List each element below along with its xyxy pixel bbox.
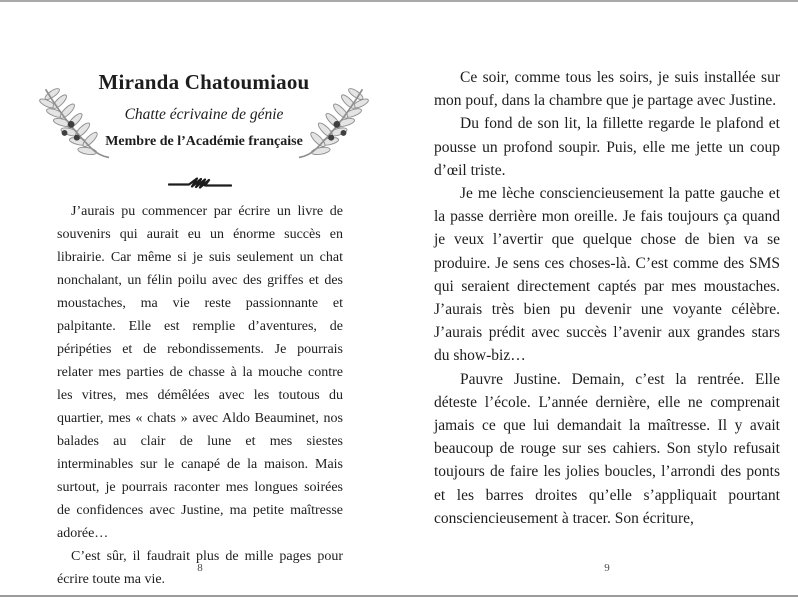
paragraph: Du fond de son lit, la fillette regarde le plafond et pousse un profond soupir. Puis, elle me jette un coup d’œil triste.: [434, 115, 780, 179]
paragraph: J’aurais pu commencer par écrire un livre de souvenirs qui aurait eu un énorme succès en librairie. Car même si je suis seulement un chat nonchalant, un félin poilu avec des griffes et des moustaches, ma vie reste passionnante et palpitante. Elle est remplie d’aventures, de péripéties et de rebondissements. Je pourrais relater mes parties de chasse à la mouche contre les vitres, mes démêlées avec les toutous du quartier, mes « chats » avec Aldo Beauminet, nos balades au clair de lune et mes siestes interminables sur le canapé de la maison. Mais surtout, je pourrais raconter mes longues soirées de confidences avec Justine, ma petite maîtresse adorée…: [57, 204, 343, 541]
chapter-header: [36, 70, 372, 150]
left-page-text: [57, 200, 343, 591]
olive-branch-right-icon: [298, 86, 370, 176]
author-affiliation: Membre de l’Académie française: [105, 134, 303, 149]
author-name: Miranda Chatoumiaou: [98, 70, 310, 94]
paragraph: Ce soir, comme tous les soirs, je suis installée sur mon pouf, dans la chambre que je partage avec Justine.: [434, 69, 780, 110]
author-subtitle: Chatte écrivaine de génie: [124, 106, 284, 123]
right-page-text: [434, 66, 780, 530]
page-number-left: 8: [197, 562, 203, 574]
olive-branch-left-icon: [38, 86, 110, 176]
page-number-right: 9: [604, 562, 610, 574]
paragraph: C’est sûr, il faudrait plus de mille pages pour écrire toute ma vie.: [57, 549, 343, 587]
squiggle-divider-icon: [57, 172, 343, 194]
paragraph: Pauvre Justine. Demain, c’est la rentrée. Elle déteste l’école. L’année dernière, elle ne comprenait jamais ce que lui demandait la maîtresse. Il y avait beaucoup de rouge sur ses cahiers. Son stylo refusait toujours de faire les jolies boucles, l’arrondi des ponts et les barres droites qu’elle s’appliquait pourtant consciencieusement à tracer. Son écriture,: [434, 370, 780, 527]
bottom-rule: [0, 595, 798, 597]
paragraph: Je me lèche consciencieusement la patte gauche et la passe derrière mon oreille. Je fais toujours ça quand je veux l’avertir que quelque chose de bien va se produire. Je sens ces choses-là. C’est comme des SMS qui seraient directement captés par mes moustaches. J’aurais très bien pu devenir une voyante célèbre. J’aurais prédit avec succès l’avenir aux grandes stars du show-biz…: [434, 185, 780, 365]
top-rule: [0, 0, 798, 2]
